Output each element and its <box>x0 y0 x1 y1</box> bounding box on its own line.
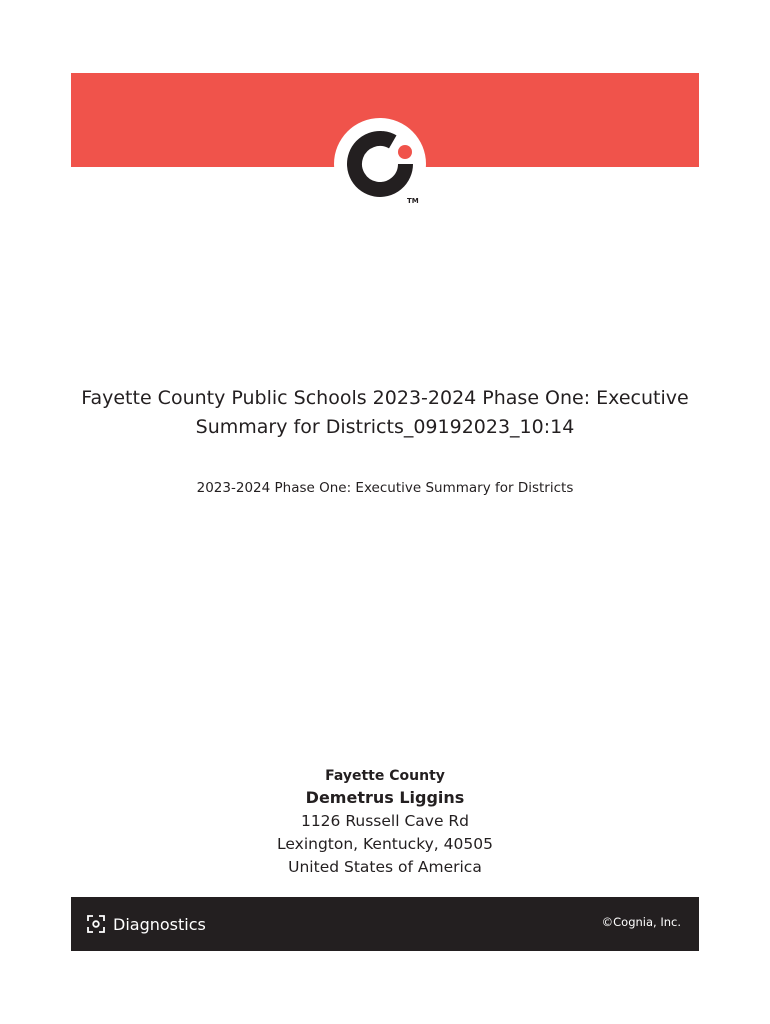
footer-copyright: ©Cognia, Inc. <box>601 915 681 929</box>
street-address: 1126 Russell Cave Rd <box>300 812 470 830</box>
organization-name: Fayette County <box>325 768 445 784</box>
diagnostics-icon <box>87 915 105 933</box>
document-title: Fayette County Public Schools 2023-2024 Phase One: Executive Summary for Districts_09192023_10:14 <box>81 387 689 438</box>
address-block <box>71 766 699 879</box>
city-state-zip: Lexington, Kentucky, 40505 <box>277 835 493 853</box>
cognia-logo-icon <box>333 118 433 218</box>
contact-name: Demetrus Liggins <box>305 788 465 807</box>
title-block <box>71 384 699 497</box>
document-subtitle: 2023-2024 Phase One: Executive Summary for Districts <box>196 480 574 496</box>
footer-band <box>71 897 699 951</box>
trademark-label: TM <box>407 197 419 205</box>
footer-brand-label: Diagnostics <box>113 914 206 934</box>
footer-brand <box>87 913 206 935</box>
country: United States of America <box>288 858 482 876</box>
